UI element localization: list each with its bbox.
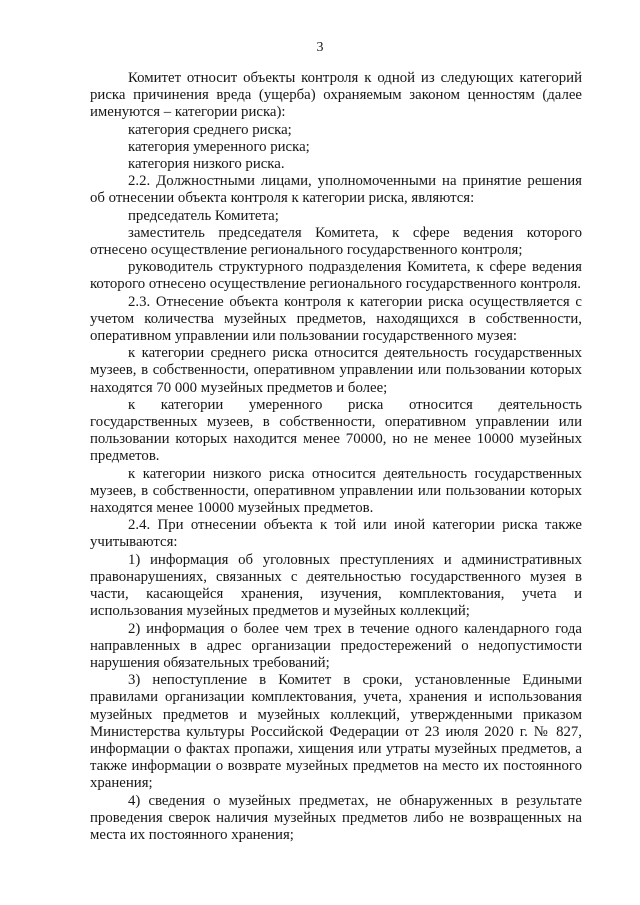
- paragraph-medium-risk-criteria: к категории среднего риска относится деятельность государственных музеев, в собственности, оперативном управлении или пользовании которых находятся 70 000 музейных предметов и более;: [90, 345, 582, 396]
- page-number: 3: [316, 40, 324, 55]
- paragraph-2-4: 2.4. При отнесении объекта к той или иной категории риска также учитываются:: [90, 517, 582, 551]
- list-item-low-risk: категория низкого риска.: [128, 156, 285, 173]
- paragraph-2-3: 2.3. Отнесение объекта контроля к категории риска осуществляется с учетом количества музейных предметов, находящихся в собственности, оперативном управлении или пользовании государственного музея:: [90, 293, 582, 345]
- paragraph-low-risk-criteria: к категории низкого риска относится деятельность государственных музеев, в собственности, оперативном управлении или пользовании которых находятся менее 10000 музейных предметов.: [90, 465, 582, 517]
- list-item-1: 1) информация об уголовных преступлениях и административных правонарушениях, связанных с деятельностью государственного музея в части, касающейся хранения, изучения, комплектования, учета и использования музейных предметов и музейных коллекций;: [90, 551, 582, 620]
- paragraph-2-2: 2.2. Должностными лицами, уполномоченными на принятие решения об отнесении объекта контроля к категории риска, являются:: [90, 173, 582, 207]
- paragraph-moderate-risk-criteria: к категории умеренного риска относится деятельность государственных музеев, в собственности, оперативном управлении или пользовании которых находится менее 70000, но не менее 10000 музейных предметов.: [90, 396, 582, 465]
- list-item-deputy-chairman: заместитель председателя Комитета, к сфере ведения которого отнесено осуществление регионального государственного контроля;: [90, 224, 582, 259]
- list-item-medium-risk: категория среднего риска;: [128, 121, 292, 138]
- list-item-3: 3) непоступление в Комитет в сроки, установленные Едиными правилами организации комплектования, учета, хранения и использования музейных предметов и музейных коллекций, утвержденными приказом Министерства культуры Российской Федерации от 23 июля 2020 г. № 827, информации о фактах пропажи, хищения или утраты музейных предметов, а также информации о возврате музейных предметов на место их постоянного хранения;: [90, 672, 582, 792]
- document-body: [90, 70, 582, 844]
- list-item-department-head: руководитель структурного подразделения Комитета, к сфере ведения которого отнесено осуществление регионального государственного контроля.: [90, 259, 582, 293]
- paragraph-intro: Комитет относит объекты контроля к одной из следующих категорий риска причинения вреда (ущерба) охраняемым законом ценностям (далее именуются – категории риска):: [90, 70, 582, 121]
- list-item-chairman: председатель Комитета;: [128, 207, 279, 224]
- list-item-2: 2) информация о более чем трех в течение одного календарного года направленных в адрес организации предостережений о недопустимости нарушения обязательных требований;: [90, 620, 582, 671]
- list-item-4: 4) сведения о музейных предметах, не обнаруженных в результате проведения сверок наличия музейных предметов либо не возвращенных на места их постоянного хранения;: [90, 792, 582, 843]
- list-item-moderate-risk: категория умеренного риска;: [128, 138, 310, 155]
